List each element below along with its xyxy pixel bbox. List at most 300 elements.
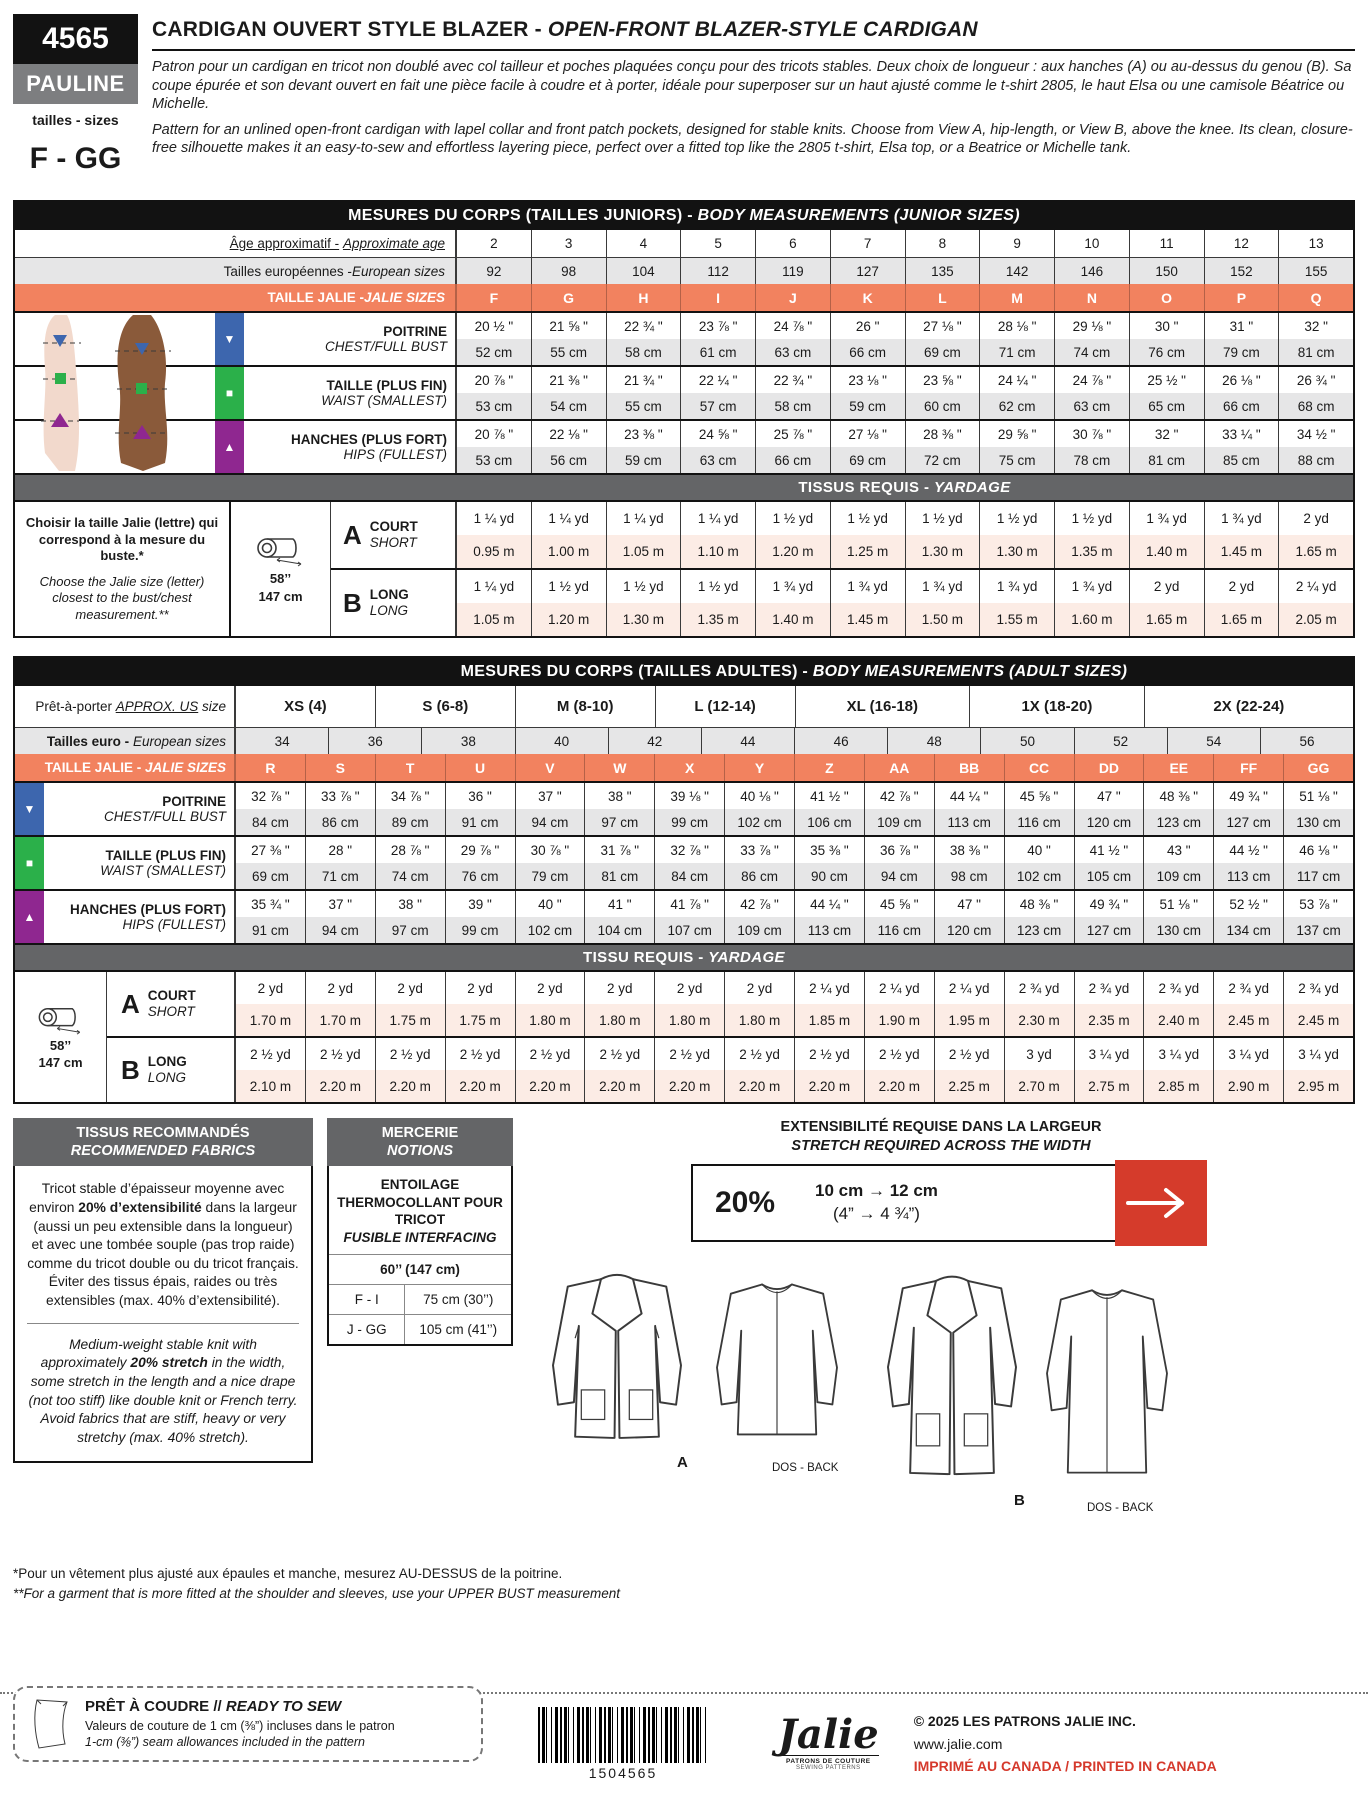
junior-view-b-yd: 2 yd <box>1129 570 1204 603</box>
adult-view-b-yd: 2 ½ yd <box>934 1038 1004 1070</box>
junior-view-a-m: 1.00 m <box>531 535 606 568</box>
adult-waist-in: 43 " <box>1143 837 1213 863</box>
junior-age-cell: 10 <box>1054 230 1129 257</box>
adult-waist-in: 33 ⅞ " <box>724 837 794 863</box>
junior-waist-cm: 63 cm <box>1054 393 1129 419</box>
junior-view-b-yd: 1 ¾ yd <box>755 570 830 603</box>
junior-size-letter: O <box>1129 284 1204 311</box>
junior-jalie-label <box>15 284 456 311</box>
junior-size-table <box>13 200 1355 638</box>
junior-hips-data <box>456 421 1353 473</box>
junior-table-body <box>15 230 1353 636</box>
waist-label-en: WAIST (SMALLEST) <box>321 393 447 408</box>
junior-waist-cm: 55 cm <box>606 393 681 419</box>
adult-view-a-row <box>107 972 1353 1036</box>
junior-euro-cell: 150 <box>1129 258 1204 284</box>
junior-view-b-yd: 1 ¾ yd <box>1054 570 1129 603</box>
adult-waist-in: 38 ⅜ " <box>934 837 1004 863</box>
interfacing-sizes-1: F - I <box>329 1285 405 1314</box>
adult-jalie-label <box>15 754 235 781</box>
junior-euro-cell: 112 <box>680 258 755 284</box>
adult-chest-cm: 99 cm <box>654 809 724 835</box>
notions-box <box>327 1118 513 1346</box>
adult-waist-cm: 117 cm <box>1283 863 1353 889</box>
junior-waist-row <box>15 365 1353 419</box>
adult-hips-in: 49 ¾ " <box>1074 891 1144 917</box>
junior-view-b-m: 1.65 m <box>1204 603 1279 636</box>
adult-view-a-yd: 2 ¾ yd <box>1283 972 1353 1004</box>
adult-view-b-m: 2.20 m <box>445 1070 515 1102</box>
adult-view-a-m: 1.75 m <box>445 1004 515 1036</box>
junior-euro-cell: 152 <box>1204 258 1279 284</box>
adult-waist-cm: 76 cm <box>445 863 515 889</box>
adult-size-letter: R <box>235 754 305 781</box>
jalie-label-en: JALIE SIZES <box>363 290 445 305</box>
junior-view-b-m: 1.40 m <box>755 603 830 636</box>
adult-view-a-m: 1.95 m <box>934 1004 1004 1036</box>
view-a-back-label: DOS - BACK <box>772 1461 839 1474</box>
junior-euro-label <box>15 258 456 284</box>
chest-marker-icon: ▼ <box>215 313 244 365</box>
junior-euro-cell: 127 <box>830 258 905 284</box>
adult-chest-in: 51 ⅛ " <box>1283 783 1353 809</box>
interfacing-row-2 <box>329 1315 511 1344</box>
waist-label-fr: TAILLE (PLUS FIN) <box>326 378 447 393</box>
header-right-column <box>152 14 1355 188</box>
adult-view-b-m: 2.20 m <box>515 1070 585 1102</box>
adult-view-b-m: 2.95 m <box>1283 1070 1353 1102</box>
description-fr: Patron pour un cardigan en tricot non doublé avec col tailleur et poches plaquées conçu pour des tricots stables. Deux choix de longueur : aux hanches (A) ou au-dessus du genou (B). Sa coupe épurée et son devant ouvert en fait une pièce facile à coudre et à porter, idéale pour superposer sur un haut ajusté comme le t-shirt 2805, le haut Elsa ou une camisole Béatrice ou Michelle. <box>152 59 1352 113</box>
adult-view-a-m: 1.75 m <box>375 1004 445 1036</box>
junior-view-a-yd: 1 ¼ yd <box>456 502 531 535</box>
junior-waist-label <box>244 367 456 419</box>
waist-marker-icon: ■ <box>215 367 244 419</box>
adult-waist-cm: 79 cm <box>515 863 585 889</box>
adult-chest-in: 40 ⅛ " <box>724 783 794 809</box>
junior-hips-cm: 56 cm <box>531 447 606 473</box>
junior-view-a-m: 1.10 m <box>680 535 755 568</box>
adult-view-a-yd: 2 yd <box>584 972 654 1004</box>
junior-yardage-title-fr: TISSUS REQUIS - <box>798 479 934 496</box>
adult-waist-in: 28 " <box>305 837 375 863</box>
junior-waist-in: 24 ¼ " <box>979 367 1054 393</box>
adult-hips-in: 52 ½ " <box>1213 891 1283 917</box>
junior-view-b-yd: 2 ¼ yd <box>1278 570 1353 603</box>
junior-jalie-row <box>15 284 1353 311</box>
adult-euro-cell: 38 <box>421 728 514 754</box>
stretch-and-drawings-zone <box>527 1118 1355 1554</box>
adult-view-b-yd: 3 ¼ yd <box>1143 1038 1213 1070</box>
view-a-letter-label: A <box>677 1453 688 1471</box>
junior-view-a-m: 1.40 m <box>1129 535 1204 568</box>
junior-view-b-yd: 1 ¾ yd <box>830 570 905 603</box>
adult-waist-in: 46 ⅛ " <box>1283 837 1353 863</box>
adult-waist-cm: 105 cm <box>1074 863 1144 889</box>
seam-allowance-fr: Valeurs de couture de 1 cm (⅜”) incluses dans le patron <box>85 1718 395 1733</box>
adult-hips-cm: 102 cm <box>515 917 585 943</box>
adult-chest-in: 32 ⅞ " <box>235 783 305 809</box>
adult-yardage-block <box>15 970 1353 1102</box>
junior-hips-in: 24 ⅝ " <box>680 421 755 447</box>
view-b-names: LONG LONG <box>369 587 409 618</box>
adult-hips-cm: 107 cm <box>654 917 724 943</box>
fabric-width-cell <box>231 502 331 636</box>
adult-hips-cm: 127 cm <box>1074 917 1144 943</box>
interfacing-sizes-2: J - GG <box>329 1315 405 1344</box>
adult-yardage-title-fr: TISSU REQUIS - <box>583 949 709 966</box>
adult-hips-cm: 116 cm <box>864 917 934 943</box>
junior-euro-cell: 98 <box>531 258 606 284</box>
view-b-label <box>331 570 456 636</box>
junior-waist-cm: 60 cm <box>905 393 980 419</box>
adult-hips-cm: 97 cm <box>375 917 445 943</box>
junior-euro-cell: 142 <box>979 258 1054 284</box>
junior-chest-cm: 81 cm <box>1278 339 1353 365</box>
adult-view-a-yd: 2 yd <box>724 972 794 1004</box>
junior-view-b-yd: 1 ½ yd <box>680 570 755 603</box>
junior-view-b-row <box>331 568 1353 636</box>
junior-waist-cm: 53 cm <box>456 393 531 419</box>
footnote-fr: *Pour un vêtement plus ajusté aux épaules et manche, mesurez AU-DESSUS de la poitrine. <box>13 1565 563 1581</box>
stretch-range-in: (4” → 4 ¾”) <box>833 1203 920 1223</box>
adult-hips-in: 35 ¾ " <box>235 891 305 917</box>
fabric-roll-icon <box>36 1004 86 1036</box>
size-selection-note <box>15 502 231 636</box>
adult-jalie-row <box>15 754 1353 781</box>
junior-view-a-m: 1.20 m <box>755 535 830 568</box>
stretch-range-cm: 10 cm → 12 cm <box>815 1180 938 1200</box>
footnotes <box>13 1564 1355 1605</box>
adult-size-letter: U <box>445 754 515 781</box>
adult-view-a-yd: 2 ¾ yd <box>1004 972 1074 1004</box>
adult-view-b-yd: 2 ½ yd <box>654 1038 724 1070</box>
adult-view-b-m: 2.90 m <box>1213 1070 1283 1102</box>
ready-to-sew-line: PRÊT À COUDRE // READY TO SEW <box>85 1697 342 1715</box>
view-a-back-drawing <box>702 1262 852 1480</box>
adult-size-letter: AA <box>864 754 934 781</box>
fabrics-text-en: Medium-weight stable knit with approximately 20% stretch in the width, some stretch in the length and a nice drape (not too stiff) like double knit or French terry. Avoid fabrics that are stiff, heavy or very stretchy (max. 40% stretch). <box>28 1336 298 1445</box>
adult-chest-in: 39 ⅛ " <box>654 783 724 809</box>
view-a-front-drawing <box>537 1254 697 1484</box>
junior-view-b-yd: 1 ½ yd <box>606 570 681 603</box>
adult-chest-cm: 86 cm <box>305 809 375 835</box>
junior-waist-in: 21 ¾ " <box>606 367 681 393</box>
adult-euro-cell: 34 <box>235 728 328 754</box>
junior-waist-in: 23 ⅛ " <box>830 367 905 393</box>
junior-view-b-m: 1.30 m <box>606 603 681 636</box>
view-b-front-drawing <box>872 1254 1032 1522</box>
adult-view-b-m: 2.70 m <box>1004 1070 1074 1102</box>
adult-us-size-cell: 1X (18-20) <box>969 686 1144 727</box>
stretch-arrow-icon <box>1115 1160 1207 1246</box>
adult-chest-cm: 84 cm <box>235 809 305 835</box>
adult-us-size-cell: 2X (22-24) <box>1144 686 1353 727</box>
adult-waist-cm: 109 cm <box>1143 863 1213 889</box>
junior-hips-in: 30 ⅞ " <box>1054 421 1129 447</box>
junior-waist-in: 26 ⅛ " <box>1204 367 1279 393</box>
junior-euro-cell: 104 <box>606 258 681 284</box>
junior-hips-cm: 81 cm <box>1129 447 1204 473</box>
adult-hips-in: 51 ⅛ " <box>1143 891 1213 917</box>
adult-us-size-cell: M (8-10) <box>515 686 655 727</box>
adult-chest-label <box>44 783 235 835</box>
adult-view-b-m: 2.20 m <box>724 1070 794 1102</box>
age-label-fr: Âge approximatif - <box>229 236 340 251</box>
junior-size-letter: K <box>830 284 905 311</box>
pattern-title-en: OPEN-FRONT BLAZER-STYLE CARDIGAN <box>547 18 978 41</box>
junior-hips-row <box>15 419 1353 473</box>
adult-size-table <box>13 656 1355 1104</box>
junior-view-b-yd: 1 ¼ yd <box>456 570 531 603</box>
junior-waist-in: 20 ⅞ " <box>456 367 531 393</box>
adult-euro-cell: 40 <box>515 728 608 754</box>
adult-hips-in: 37 " <box>305 891 375 917</box>
adult-size-letter: BB <box>934 754 1004 781</box>
adult-waist-in: 27 ⅜ " <box>235 837 305 863</box>
pattern-number: 4565 <box>13 14 138 64</box>
junior-view-a-yd: 1 ½ yd <box>905 502 980 535</box>
junior-waist-cm: 57 cm <box>680 393 755 419</box>
adult-yardage-title <box>15 943 1353 970</box>
adult-waist-data <box>235 837 1353 889</box>
adult-size-letter: V <box>515 754 585 781</box>
adult-view-a-yd: 2 ¼ yd <box>934 972 1004 1004</box>
junior-chest-in: 32 " <box>1278 313 1353 339</box>
junior-view-a-m: 0.95 m <box>456 535 531 568</box>
adult-chest-cm: 89 cm <box>375 809 445 835</box>
junior-view-a-yd: 1 ½ yd <box>830 502 905 535</box>
adult-yardage-title-en: YARDAGE <box>708 949 785 966</box>
adult-chest-cm: 120 cm <box>1074 809 1144 835</box>
colophon <box>914 1710 1217 1777</box>
jalie-logo-sub-en: SEWING PATTERNS <box>796 1765 861 1771</box>
adult-hips-cm: 130 cm <box>1143 917 1213 943</box>
adult-us-size-row <box>15 686 1353 727</box>
junior-yardage-title <box>15 473 1353 500</box>
adult-chest-cm: 127 cm <box>1213 809 1283 835</box>
junior-age-cell: 8 <box>905 230 980 257</box>
adult-waist-cm: 84 cm <box>654 863 724 889</box>
adult-chest-cm: 97 cm <box>584 809 654 835</box>
junior-hips-label <box>244 421 456 473</box>
hips-label-en: HIPS (FULLEST) <box>343 447 447 462</box>
junior-hips-cm: 66 cm <box>755 447 830 473</box>
adult-view-b-yd: 2 ½ yd <box>445 1038 515 1070</box>
adult-waist-cm: 102 cm <box>1004 863 1074 889</box>
adult-view-b-yd: 2 ½ yd <box>864 1038 934 1070</box>
junior-view-b-m: 1.55 m <box>979 603 1054 636</box>
adult-view-b-yd: 2 ½ yd <box>305 1038 375 1070</box>
adult-hips-data <box>235 891 1353 943</box>
adult-view-b-yd: 3 ¼ yd <box>1283 1038 1353 1070</box>
chest-label-en: CHEST/FULL BUST <box>324 339 447 354</box>
junior-age-cell: 2 <box>456 230 531 257</box>
view-b-letter: B <box>343 587 362 618</box>
adult-view-b-yd: 3 ¼ yd <box>1074 1038 1144 1070</box>
adult-euro-cell: 36 <box>328 728 421 754</box>
junior-hips-in: 29 ⅝ " <box>979 421 1054 447</box>
junior-title-en: BODY MEASUREMENTS (JUNIOR SIZES) <box>697 207 1020 224</box>
adult-view-b-m: 2.20 m <box>794 1070 864 1102</box>
junior-view-a-yd: 1 ¾ yd <box>1204 502 1279 535</box>
junior-hips-in: 32 " <box>1129 421 1204 447</box>
adult-hips-in: 41 ⅞ " <box>654 891 724 917</box>
jalie-label-fr: TAILLE JALIE - <box>267 290 364 305</box>
stretch-percent: 20% <box>715 1185 776 1219</box>
adult-view-b-yd: 2 ½ yd <box>375 1038 445 1070</box>
adult-view-b-row <box>107 1036 1353 1102</box>
junior-hips-in: 20 ⅞ " <box>456 421 531 447</box>
junior-size-letter: P <box>1204 284 1279 311</box>
adult-chest-in: 36 " <box>445 783 515 809</box>
adult-yardage-rows <box>107 972 1353 1102</box>
adult-waist-in: 30 ⅞ " <box>515 837 585 863</box>
adult-size-letter: S <box>305 754 375 781</box>
adult-view-a-m: 1.70 m <box>235 1004 305 1036</box>
fabric-width-in: 58’’ <box>49 1038 72 1053</box>
junior-hips-in: 22 ⅛ " <box>531 421 606 447</box>
junior-hips-in: 23 ⅜ " <box>606 421 681 447</box>
barcode-number: 1504565 <box>588 1765 658 1781</box>
adult-view-a-m: 1.90 m <box>864 1004 934 1036</box>
header-left-column <box>13 14 138 188</box>
fabrics-text-fr: Tricot stable d’épaisseur moyenne avec environ 20% d’extensibilité dans la largeur (aussi un peu extensible dans la longueur) et avec une tombée souple (pas trop raide) comme du tricot double ou du tricot français. Éviter des tissus épais, raides ou très extensibles (max. 40% d’extensibilité). <box>27 1180 299 1323</box>
adult-hips-cm: 113 cm <box>794 917 864 943</box>
technical-drawings <box>527 1254 1355 1554</box>
junior-age-cell: 12 <box>1204 230 1279 257</box>
adult-euro-cell: 46 <box>794 728 887 754</box>
stretch-range <box>815 1180 938 1226</box>
adult-title-fr: MESURES DU CORPS (TAILLES ADULTES) - <box>460 663 813 680</box>
printed-in-canada-line: IMPRIMÉ AU CANADA / PRINTED IN CANADA <box>913 1758 1217 1775</box>
view-b-letter-label: B <box>1014 1491 1025 1509</box>
adult-hips-cm: 123 cm <box>1004 917 1074 943</box>
euro-label-en: European sizes <box>351 263 445 279</box>
junior-chest-cm: 58 cm <box>606 339 681 365</box>
adult-waist-in: 32 ⅞ " <box>654 837 724 863</box>
junior-euro-cell: 135 <box>905 258 980 284</box>
junior-view-a-row <box>331 502 1353 568</box>
adult-title-en: BODY MEASUREMENTS (ADULT SIZES) <box>812 663 1128 680</box>
junior-waist-cm: 62 cm <box>979 393 1054 419</box>
junior-view-a-m: 1.30 m <box>979 535 1054 568</box>
junior-chest-in: 21 ⅝ " <box>531 313 606 339</box>
junior-size-letter: J <box>755 284 830 311</box>
adult-euro-cell: 56 <box>1260 728 1353 754</box>
junior-size-letter: H <box>606 284 681 311</box>
adult-chest-cm: 113 cm <box>934 809 1004 835</box>
junior-size-letter: G <box>531 284 606 311</box>
junior-chest-in: 26 " <box>830 313 905 339</box>
adult-chest-in: 38 " <box>584 783 654 809</box>
adult-view-a-m: 2.30 m <box>1004 1004 1074 1036</box>
fabrics-box-header <box>13 1118 313 1166</box>
stretch-gauge <box>691 1164 1191 1242</box>
interfacing-width: 60’’ (147 cm) <box>329 1255 511 1285</box>
adult-waist-cm: 98 cm <box>934 863 1004 889</box>
copyright-line: © 2025 LES PATRONS JALIE INC. <box>913 1713 1136 1730</box>
adult-view-a-yd: 2 yd <box>445 972 515 1004</box>
junior-waist-cm: 68 cm <box>1278 393 1353 419</box>
adult-chest-cm: 94 cm <box>515 809 585 835</box>
chest-label-fr: POITRINE <box>383 324 447 339</box>
adult-euro-label-text: Tailles euro - European sizes <box>46 733 226 749</box>
junior-euro-cell: 146 <box>1054 258 1129 284</box>
junior-hips-cm: 85 cm <box>1204 447 1279 473</box>
junior-age-cell: 13 <box>1278 230 1353 257</box>
adult-waist-cm: 69 cm <box>235 863 305 889</box>
adult-waist-label <box>44 837 235 889</box>
view-a-letter: A <box>343 519 362 550</box>
adult-chest-in: 44 ¼ " <box>934 783 1004 809</box>
chest-label-fr: POITRINE <box>162 794 226 809</box>
adult-view-a-m: 1.70 m <box>305 1004 375 1036</box>
adult-euro-cell: 42 <box>608 728 701 754</box>
size-note-en: Choose the Jalie size (letter) closest to the bust/chest measurement.** <box>39 574 205 622</box>
description-en: Pattern for an unlined open-front cardigan with lapel collar and front patch pockets, designed for stable knits. Choose from View A, hip-length, or View B, above the knee. Its clean, closure-free silhouette makes it an easy-to-sew and effortless layering piece, perfect over a fitted top like the 2805 t-shirt, Elsa top, or a Beatrice or Michelle tank. <box>152 121 1353 157</box>
coupon-text <box>85 1698 395 1751</box>
adult-size-letter: X <box>654 754 724 781</box>
interfacing-row-1 <box>329 1285 511 1315</box>
adult-view-b-m: 2.75 m <box>1074 1070 1144 1102</box>
adult-us-label <box>15 686 235 727</box>
adult-chest-cm: 91 cm <box>445 809 515 835</box>
adult-hips-cm: 109 cm <box>724 917 794 943</box>
view-a-names: COURT SHORT <box>147 988 196 1019</box>
bottom-section <box>13 1118 1355 1554</box>
adult-chest-cm: 123 cm <box>1143 809 1213 835</box>
adult-view-b-m: 2.20 m <box>654 1070 724 1102</box>
junior-view-b-m: 1.60 m <box>1054 603 1129 636</box>
adult-view-a-data <box>235 972 1353 1036</box>
view-b-back-drawing <box>1032 1264 1182 1522</box>
adult-chest-in: 42 ⅞ " <box>864 783 934 809</box>
adult-hips-in: 45 ⅝ " <box>864 891 934 917</box>
junior-yardage-rows <box>331 502 1353 636</box>
adult-size-letter: Z <box>794 754 864 781</box>
junior-chest-in: 28 ⅛ " <box>979 313 1054 339</box>
junior-size-letter: I <box>680 284 755 311</box>
footnote-en: **For a garment that is more fitted at the shoulder and sleeves, use your UPPER BUST measurement <box>13 1585 621 1601</box>
adult-view-b-data <box>235 1038 1353 1102</box>
adult-view-a-m: 1.80 m <box>654 1004 724 1036</box>
adult-chest-in: 34 ⅞ " <box>375 783 445 809</box>
fabric-roll-icon <box>255 534 307 568</box>
adult-view-a-m: 1.80 m <box>515 1004 585 1036</box>
junior-chest-cm: 66 cm <box>830 339 905 365</box>
fabric-width-cm: 147 cm <box>258 589 303 604</box>
adult-waist-in: 40 " <box>1004 837 1074 863</box>
junior-view-b-m: 1.20 m <box>531 603 606 636</box>
junior-chest-in: 23 ⅞ " <box>680 313 755 339</box>
adult-waist-cm: 86 cm <box>724 863 794 889</box>
adult-hips-cm: 99 cm <box>445 917 515 943</box>
adult-view-b-m: 2.20 m <box>375 1070 445 1102</box>
adult-view-a-yd: 2 yd <box>375 972 445 1004</box>
junior-chest-row <box>15 311 1353 365</box>
junior-waist-in: 21 ⅜ " <box>531 367 606 393</box>
adult-waist-row <box>15 835 1353 889</box>
stretch-title-en: STRETCH REQUIRED ACROSS THE WIDTH <box>791 1137 1091 1154</box>
chest-marker-icon: ▼ <box>15 783 44 835</box>
adult-chest-cm: 130 cm <box>1283 809 1353 835</box>
adult-view-b-yd: 2 ½ yd <box>235 1038 305 1070</box>
hips-label-fr: HANCHES (PLUS FORT) <box>291 432 447 447</box>
junior-chest-in: 22 ¾ " <box>606 313 681 339</box>
junior-age-label <box>15 230 456 257</box>
adult-euro-cell: 48 <box>887 728 980 754</box>
junior-waist-in: 23 ⅝ " <box>905 367 980 393</box>
